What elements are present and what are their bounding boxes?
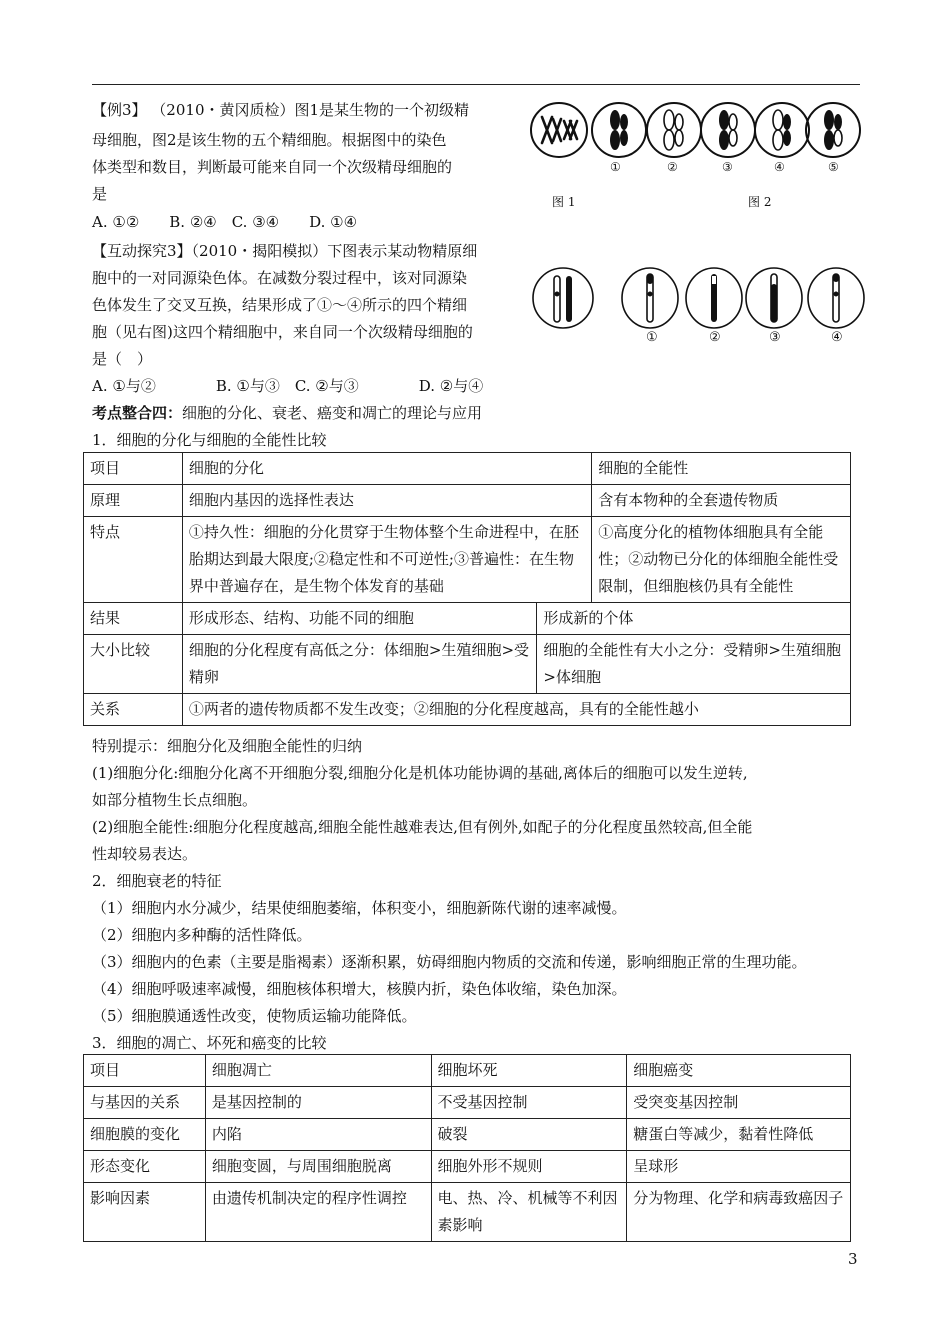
table-cell: 与基因的关系 — [84, 1087, 206, 1119]
example3-line-1: 【例3】 （2010・黄冈质检）图1是某生物的一个初级精 — [92, 101, 470, 119]
table-cell: ①持久性：细胞的分化贯穿于生物体整个生命进程中，在胚胎期达到最大限度;②稳定性和不可逆性;③普遍性：在生物界中普遍存在，是生物个体发育的基础 — [182, 517, 591, 603]
table-cell: 细胞癌变 — [627, 1055, 851, 1087]
example3-figure — [528, 100, 863, 180]
table-row — [84, 1087, 851, 1119]
table-cell: 呈球形 — [627, 1151, 851, 1183]
table-cell: 含有本物种的全套遗传物质 — [592, 485, 851, 517]
table-cell: 项目 — [84, 1055, 206, 1087]
table-cell: 结果 — [84, 603, 183, 635]
differentiation-table — [83, 452, 851, 726]
explore3-line-2: 胞中的一对同源染色体。在减数分裂过程中，该对同源染 — [92, 269, 468, 287]
table-row — [84, 453, 851, 485]
table-cell: 细胞的分化程度有高低之分：体细胞>生殖细胞>受精卵 — [182, 635, 537, 694]
table-cell: 细胞坏死 — [431, 1055, 627, 1087]
table-row — [84, 635, 851, 694]
table-row — [84, 1055, 851, 1087]
table-cell: 内陷 — [205, 1119, 431, 1151]
table-cell: 糖蛋白等减少，黏着性降低 — [627, 1119, 851, 1151]
table-cell: 是基因控制的 — [205, 1087, 431, 1119]
table-cell: 特点 — [84, 517, 183, 603]
explore-fig-label-1: ① — [646, 330, 658, 345]
table-row — [84, 1119, 851, 1151]
example3-options: A. ①② B. ②④ C. ③④ D. ①④ — [92, 213, 358, 231]
table-cell: 细胞的分化 — [182, 453, 591, 485]
explore-fig-label-4: ④ — [831, 330, 843, 345]
header-rule — [92, 84, 860, 85]
table-row — [84, 694, 851, 726]
explore-fig-label-2: ② — [709, 330, 721, 345]
table-cell: 影响因素 — [84, 1183, 206, 1242]
fig-label-1: ① — [610, 160, 621, 174]
table-row — [84, 1183, 851, 1242]
table-cell: 原理 — [84, 485, 183, 517]
apoptosis-table — [83, 1054, 851, 1242]
aging-item-4: （4）细胞呼吸速率减慢，细胞核体积增大，核膜内折，染色体收缩，染色加深。 — [92, 980, 627, 998]
table-cell: 受突变基因控制 — [627, 1087, 851, 1119]
table-cell: 形成形态、结构、功能不同的细胞 — [182, 603, 537, 635]
explore3-line-5: 是（ ） — [92, 350, 153, 368]
explore3-line-1: 【互动探究3】（2010・揭阳模拟）下图表示某动物精原细 — [92, 242, 478, 260]
table-cell: 关系 — [84, 694, 183, 726]
table-cell: ①高度分化的植物体细胞具有全能性；②动物已分化的体细胞全能性受限制，但细胞核仍具有全能性 — [592, 517, 851, 603]
aging-item-5: （5）细胞膜通透性改变，使物质运输功能降低。 — [92, 1007, 417, 1025]
table-cell: 电、热、冷、机械等不利因素影响 — [431, 1183, 627, 1242]
table-cell: 不受基因控制 — [431, 1087, 627, 1119]
table-cell: 破裂 — [431, 1119, 627, 1151]
aging-title: 2．细胞衰老的特征 — [92, 872, 222, 890]
aging-item-1: （1）细胞内水分减少，结果使细胞萎缩，体积变小，细胞新陈代谢的速率减慢。 — [92, 899, 627, 917]
table-cell: 形态变化 — [84, 1151, 206, 1183]
table-cell: ①两者的遗传物质都不发生改变；②细胞的分化程度越高，具有的全能性越小 — [182, 694, 850, 726]
table-row — [84, 517, 851, 603]
explore3-line-3: 色体发生了交叉互换，结果形成了①～④所示的四个精细 — [92, 296, 468, 314]
explore3-figure — [528, 264, 868, 334]
table-cell: 项目 — [84, 453, 183, 485]
table-cell: 细胞变圆，与周围细胞脱离 — [205, 1151, 431, 1183]
table-cell: 细胞内基因的选择性表达 — [182, 485, 591, 517]
fig2-caption: 图 2 — [748, 195, 772, 209]
section4-title-bold: 考点整合四： — [92, 404, 183, 422]
aging-item-2: （2）细胞内多种酶的活性降低。 — [92, 926, 312, 944]
table-cell: 大小比较 — [84, 635, 183, 694]
tips-title: 特别提示：细胞分化及细胞全能性的归纳 — [92, 737, 363, 755]
table2-title: 3．细胞的凋亡、坏死和癌变的比较 — [92, 1034, 327, 1052]
table-cell: 由遗传机制决定的程序性调控 — [205, 1183, 431, 1242]
fig-label-2: ② — [667, 160, 678, 174]
explore3-line-4: 胞（见右图)这四个精细胞中，来自同一个次级精母细胞的 — [92, 323, 473, 341]
tips-p2b: 性却较易表达。 — [92, 845, 198, 863]
table-row — [84, 485, 851, 517]
example3-line-4: 是 — [92, 185, 108, 203]
tips-p1b: 如部分植物生长点细胞。 — [92, 791, 258, 809]
tips-p1a: (1)细胞分化:细胞分化离不开细胞分裂,细胞分化是机体功能协调的基础,离体后的细胞可以发生逆转, — [92, 764, 748, 782]
example3-line-2: 母细胞，图2是该生物的五个精细胞。根据图中的染色 — [92, 131, 447, 149]
fig-label-4: ④ — [774, 160, 785, 174]
fig-label-5: ⑤ — [828, 160, 839, 174]
table-row — [84, 603, 851, 635]
explore-fig-label-3: ③ — [769, 330, 781, 345]
aging-item-3: （3）细胞内的色素（主要是脂褐素）逐渐积累，妨碍细胞内物质的交流和传递，影响细胞正常的生理功能。 — [92, 953, 807, 971]
section4-subtitle: 1．细胞的分化与细胞的全能性比较 — [92, 431, 327, 449]
fig-label-3: ③ — [722, 160, 733, 174]
table-cell: 细胞的全能性 — [592, 453, 851, 485]
section4-title — [92, 401, 612, 425]
table-cell: 分为物理、化学和病毒致癌因子 — [627, 1183, 851, 1242]
fig1-caption: 图 1 — [552, 195, 576, 209]
table-cell: 细胞膜的变化 — [84, 1119, 206, 1151]
table-row — [84, 1151, 851, 1183]
example3-line-3: 体类型和数目，判断最可能来自同一个次级精母细胞的 — [92, 158, 453, 176]
explore3-options: A. ①与② B. ①与③ C. ②与③ D. ②与④ — [92, 377, 484, 395]
page-number: 3 — [848, 1250, 858, 1268]
tips-p2a: (2)细胞全能性:细胞分化程度越高,细胞全能性越难表达,但有例外,如配子的分化程度虽然较高,但全能 — [92, 818, 753, 836]
table-cell: 细胞外形不规则 — [431, 1151, 627, 1183]
table-cell: 形成新的个体 — [537, 603, 851, 635]
table-cell: 细胞凋亡 — [205, 1055, 431, 1087]
section4-title-rest: 细胞的分化、衰老、癌变和凋亡的理论与应用 — [182, 404, 483, 422]
table-cell: 细胞的全能性有大小之分：受精卵>生殖细胞>体细胞 — [537, 635, 851, 694]
